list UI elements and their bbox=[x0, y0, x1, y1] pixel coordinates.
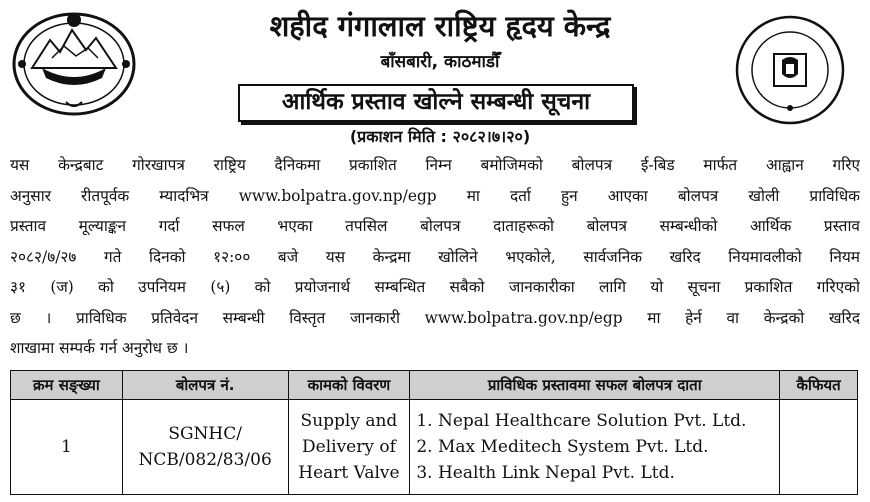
bidder-item: 3. Health Link Nepal Pvt. Ltd. bbox=[416, 463, 675, 483]
organization-title: शहीद गंगालाल राष्ट्रिय हृदय केन्द्र bbox=[269, 9, 611, 43]
table-header-row bbox=[11, 371, 858, 400]
notice-body-line: २०८२/७/२७ गते दिनको १२:०० बजे यस केन्द्रमा खोलिने भएकोले, सार्वजनिक खरिद नियमावलीको नियम bbox=[10, 247, 860, 266]
cell-remarks bbox=[780, 400, 858, 495]
cell-work-description bbox=[288, 400, 410, 495]
notice-header bbox=[0, 0, 870, 150]
header-remarks: कैफियत bbox=[780, 371, 858, 400]
bids-table bbox=[10, 370, 858, 495]
bidder-item: 2. Max Meditech System Pvt. Ltd. bbox=[416, 437, 709, 457]
cell-bid-number bbox=[122, 400, 288, 495]
notice-body-line: अनुसार रीतपूर्वक म्यादभित्र www.bolpatra.gov.np/egp मा दर्ता हुन आएका बोलपत्र खोली प्राविधिक bbox=[10, 186, 860, 205]
publication-date: (प्रकाशन मिति : २०८२।७।२०) bbox=[349, 127, 531, 146]
notice-title: आर्थिक प्रस्ताव खोल्ने सम्बन्धी सूचना bbox=[238, 84, 634, 122]
organization-address: बाँसबारी, काठमाडौँ bbox=[380, 52, 500, 72]
header-serial-number: क्रम सङ्ख्या bbox=[11, 371, 123, 400]
bidder-item: 1. Nepal Healthcare Solution Pvt. Ltd. bbox=[416, 411, 747, 431]
notice-body-line: यस केन्द्रबाट गोरखापत्र राष्ट्रिय दैनिकमा प्रकाशित निम्न बमोजिमको बोलपत्र ई-बिड मार्फत आह्वान गरिए bbox=[10, 156, 860, 174]
notice-body bbox=[10, 150, 860, 364]
cell-successful-bidders bbox=[410, 400, 780, 495]
work-description-line: Heart Valve bbox=[298, 463, 400, 483]
bid-number-line: SGNHC/ bbox=[168, 424, 242, 444]
notice-body-line: ३१ (ज) को उपनियम (५) को प्रयोजनार्थ सम्बन्धित सबैको जानकारीका लागि यो सूचना प्रकाशित गरिएको bbox=[10, 278, 860, 296]
cell-serial-number: 1 bbox=[11, 400, 123, 495]
header-successful-bidders: प्राविधिक प्रस्तावमा सफल बोलपत्र दाता bbox=[410, 371, 780, 400]
nepal-government-emblem-icon bbox=[8, 6, 140, 118]
work-description-line: Supply and bbox=[300, 411, 398, 431]
table-row bbox=[11, 400, 858, 495]
notice-body-line: प्रस्ताव मूल्याङ्कन गर्दा सफल भएका तपसिल बोलपत्र दाताहरूको बोलपत्र सम्बन्धीको आर्थिक प्रस्ताव bbox=[10, 217, 860, 235]
notice-body-line: छ । प्राविधिक प्रतिवेदन सम्बन्धी विस्तृत जानकारी www.bolpatra.gov.np/egp मा हेर्न वा केन्द्रको खरिद bbox=[10, 308, 860, 327]
bid-number-line: NCB/082/83/06 bbox=[138, 450, 272, 470]
header-work-description: कामको विवरण bbox=[288, 371, 410, 400]
work-description-line: Delivery of bbox=[302, 437, 396, 457]
hospital-seal-icon bbox=[734, 14, 846, 126]
header-bid-number: बोलपत्र नं. bbox=[122, 371, 288, 400]
notice-body-line: शाखामा सम्पर्क गर्न अनुरोध छ । bbox=[10, 339, 189, 357]
